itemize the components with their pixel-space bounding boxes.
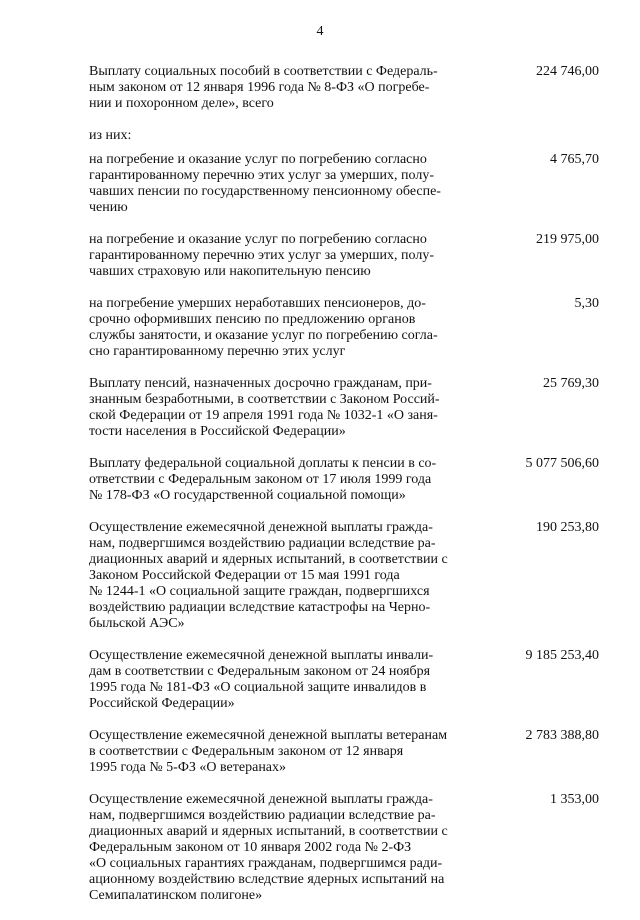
budget-item-row xyxy=(89,296,599,360)
page-number: 4 xyxy=(316,24,324,39)
budget-item-text: Осуществление ежемесячной денежной выплаты гражда- нам, подвергшимся воздействию радиации вследствие ра- диационных аварий и ядерных испытаний, в соответствии с Федеральным законом от 10 января 2002 года № 2-ФЗ «О социальных гарантиях гражданам, подвергшимся ради- ационному воздействию вследствие ядерных испытаний на Семипалатинском полигоне» xyxy=(89,792,448,903)
budget-item-amount: 219 975,00 xyxy=(536,232,599,247)
budget-item-row xyxy=(89,128,599,144)
budget-item-row xyxy=(89,648,599,712)
budget-item-text: Выплату социальных пособий в соответствии с Федераль- ным законом от 12 января 1996 года № 8-ФЗ «О погребе- нии и похоронном деле», всего xyxy=(89,64,438,111)
budget-item-text: на погребение и оказание услуг по погребению согласно гарантированному перечню этих услуг за умерших, полу- чавших пенсии по государственному пенсионному обеспе- чению xyxy=(89,152,441,215)
budget-item-row xyxy=(89,64,599,112)
budget-item-amount: 190 253,80 xyxy=(536,520,599,535)
budget-item-text: Осуществление ежемесячной денежной выплаты инвали- дам в соответствии с Федеральным законом от 24 ноября 1995 года № 181-ФЗ «О социальной защите инвалидов в Российской Федерации» xyxy=(89,648,434,711)
budget-item-text: Осуществление ежемесячной денежной выплаты ветеранам в соответствии с Федеральным законом от 12 января 1995 года № 5-ФЗ «О ветеранах» xyxy=(89,728,448,775)
budget-item-amount: 4 765,70 xyxy=(550,152,599,167)
budget-item-text: Выплату федеральной социальной доплаты к пенсии в со- ответствии с Федеральным законом от 17 июля 1999 года № 178-ФЗ «О государственной социальной помощи» xyxy=(89,456,437,503)
budget-item-amount: 1 353,00 xyxy=(550,792,599,807)
budget-item-text: на погребение умерших неработавших пенсионеров, до- срочно оформивших пенсию по предложению органов службы занятости, и оказание услуг по погребению согла- сно гарантированному перечню этих услуг xyxy=(89,296,438,359)
budget-item-row xyxy=(89,376,599,440)
budget-item-text: из них: xyxy=(89,128,132,143)
budget-item-row xyxy=(89,152,599,216)
budget-item-text: Осуществление ежемесячной денежной выплаты гражда- нам, подвергшимся воздействию радиации вследствие ра- диационных аварий и ядерных испытаний, в соответствии с Законом Российской Федерации от 15 мая 1991 года № 1244-1 «О социальной защите граждан, подвергшихся воздействию радиации вследствие катастрофы на Черно- быльской АЭС» xyxy=(89,520,448,631)
budget-item-amount: 5,30 xyxy=(574,296,599,311)
budget-item-text: Выплату пенсий, назначенных досрочно гражданам, при- знанным безработными, в соответствии с Законом Россий- ской Федерации от 19 апреля 1991 года № 1032-1 «О заня- тости населения в Российской Федерации» xyxy=(89,376,440,439)
budget-item-text: на погребение и оказание услуг по погребению согласно гарантированному перечню этих услуг за умерших, полу- чавших страховую или накопительную пенсию xyxy=(89,232,434,279)
budget-item-amount: 5 077 506,60 xyxy=(525,456,599,471)
budget-item-row xyxy=(89,520,599,632)
budget-item-row xyxy=(89,728,599,776)
budget-item-row xyxy=(89,456,599,504)
budget-item-amount: 2 783 388,80 xyxy=(525,728,599,743)
budget-items-list xyxy=(89,64,599,920)
budget-item-row xyxy=(89,232,599,280)
budget-item-amount: 25 769,30 xyxy=(543,376,599,391)
budget-item-row xyxy=(89,792,599,904)
budget-item-amount: 224 746,00 xyxy=(536,64,599,79)
budget-item-amount: 9 185 253,40 xyxy=(525,648,599,663)
